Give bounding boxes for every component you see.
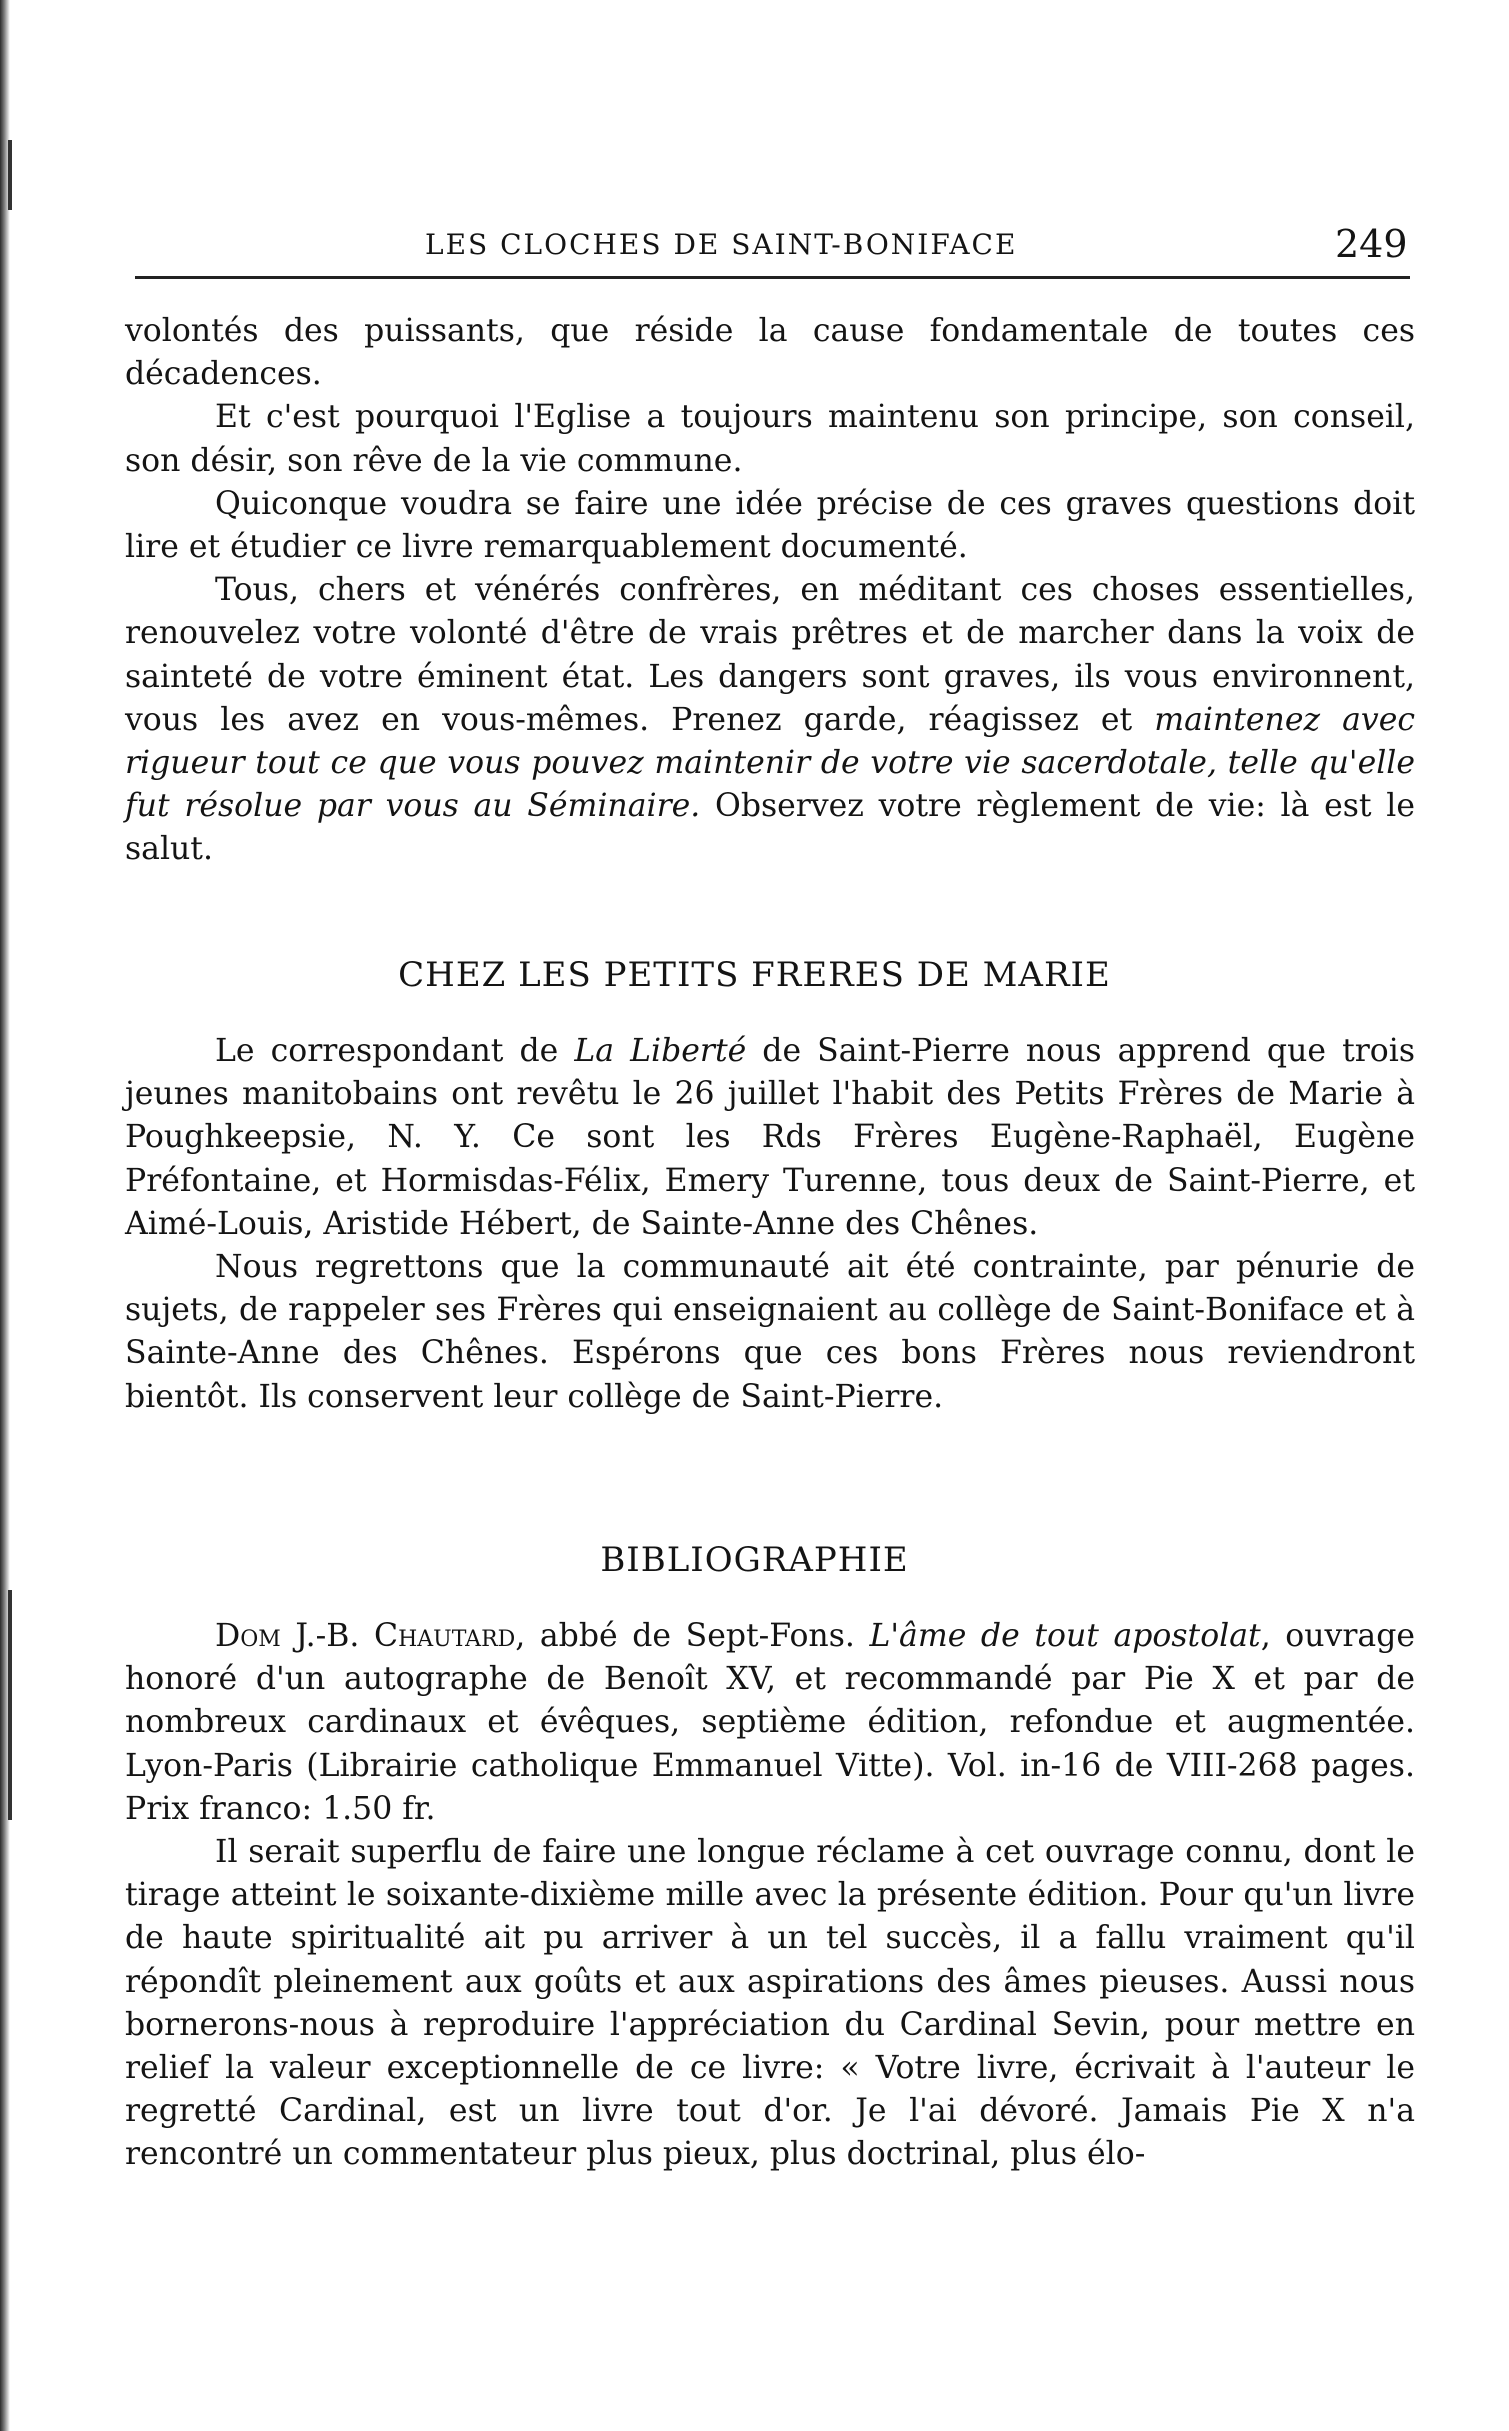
page-header	[0, 222, 1509, 282]
section-heading: CHEZ LES PETITS FRERES DE MARIE	[398, 955, 1111, 995]
paragraph-closing	[125, 569, 1415, 871]
running-title: LES CLOCHES DE SAINT-BONIFACE	[425, 228, 1018, 261]
book-title: L'âme de tout apostolat	[869, 1618, 1261, 1654]
bibliography-entry	[125, 1615, 1415, 1831]
page-number: 249	[1335, 222, 1408, 266]
text-run: Tous, chers et vénérés confrères, en méditant ces choses essentielles, renouvelez votre volonté d'être de vrais prêtres et de marcher dans la voix de sainteté de votre éminent état. Les dangers sont graves, ils vous environnent, vous les avez en vous-mêmes. Prenez garde, réagissez et	[125, 572, 1415, 738]
newspaper-title: La Liberté	[574, 1033, 747, 1069]
text-run: , abbé de Sept-Fons.	[515, 1618, 870, 1654]
italic-text-run: maintenez avec rigueur tout ce que vous pouvez maintenir de votre vie sacerdotale, telle qu'elle fut résolue par vous au Séminaire.	[125, 701, 1415, 825]
binding-shadow-mark	[8, 1590, 12, 1820]
header-rule	[135, 276, 1410, 279]
section-body	[125, 1615, 1415, 2177]
paragraph: Et c'est pourquoi l'Eglise a toujours maintenu son principe, son conseil, son désir, son rêve de la vie commune.	[125, 399, 1415, 479]
section-body	[125, 1030, 1415, 1419]
paragraph: Quiconque voudra se faire une idée précise de ces graves questions doit lire et étudier ce livre remarquablement documenté.	[125, 485, 1415, 566]
text-run: de Saint-Pierre nous apprend que trois jeunes manitobains ont revêtu le 26 juillet l'habit des Petits Frères de Marie à Poughkeepsie, N. Y. Ce sont les Rds Frères Eugène-Raphaël, Eugène Préfontaine, et Hormisdas-Félix, Emery Turenne, tous deux de Saint-Pierre, et Aimé-Louis, Aristide Hébert, de Sainte-Anne des Chênes.	[125, 1033, 1415, 1242]
section-continuation	[125, 310, 1415, 872]
page-binding-edge	[0, 0, 10, 2431]
book-author: Dom J.-B. Chautard	[215, 1618, 516, 1654]
paragraph: Il serait superflu de faire une longue réclame à cet ouvrage connu, dont le tirage atteint le soixante-dixième mille avec la présente édition. Pour qu'un livre de haute spiritualité ait pu arriver à un tel succès, il a fallu vraiment qu'il répondît pleinement aux goûts et aux aspirations des âmes pieuses. Aussi nous bornerons-nous à reproduire l'appréciation du Cardinal Sevin, pour mettre en relief la valeur exceptionnelle de ce livre: « Votre livre, écrivait à l'auteur le regretté Cardinal, est un livre tout d'or. Je l'ai dévoré. Jamais Pie X n'a rencontré un commentateur plus pieux, plus doctrinal, plus élo-	[125, 1834, 1415, 2173]
text-run: Le correspondant de	[215, 1033, 575, 1069]
paragraph: volontés des puissants, que réside la cause fondamentale de toutes ces décadences.	[125, 313, 1415, 393]
text-run: , ouvrage honoré d'un autographe de Benoît XV, et recommandé par Pie X et par de nombreux cardinaux et évêques, septième édition, refondue et augmentée. Lyon-Paris (Librairie catholique Emmanuel Vitte). Vol. in-16 de VIII-268 pages. Prix franco: 1.50 fr.	[125, 1618, 1415, 1827]
binding-shadow-mark	[8, 140, 12, 210]
paragraph: Nous regrettons que la communauté ait été contrainte, par pénurie de sujets, de rappeler ses Frères qui enseignaient au collège de Saint-Boniface et à Sainte-Anne des Chênes. Espérons que ces bons Frères nous reviendront bientôt. Ils conservent leur collège de Saint-Pierre.	[125, 1249, 1415, 1415]
text-run: Observez votre règlement de vie: là est le salut.	[125, 788, 1415, 868]
paragraph	[125, 1030, 1415, 1246]
section-heading: BIBLIOGRAPHIE	[600, 1540, 909, 1580]
